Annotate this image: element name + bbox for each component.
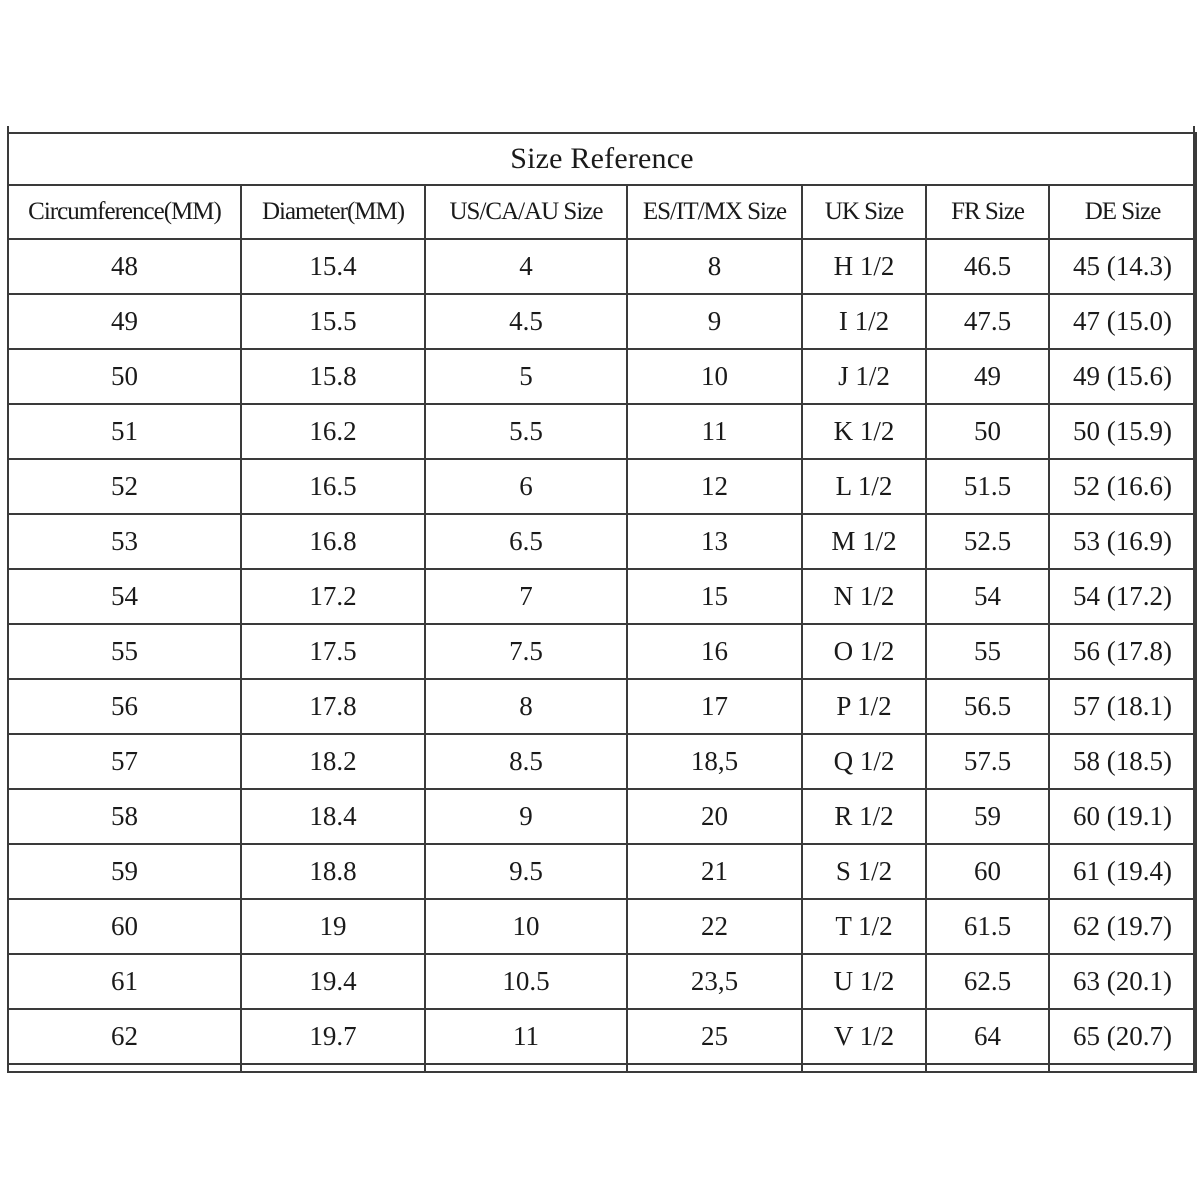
table-tail-cell bbox=[8, 1064, 241, 1072]
table-row bbox=[8, 734, 1196, 789]
column-header: Circumference(MM) bbox=[8, 185, 241, 239]
table-cell: 11 bbox=[425, 1009, 627, 1064]
size-reference-sheet bbox=[7, 132, 1195, 1073]
table-row bbox=[8, 954, 1196, 1009]
table-row bbox=[8, 349, 1196, 404]
table-cell: 61 (19.4) bbox=[1049, 844, 1196, 899]
table-cell: O 1/2 bbox=[802, 624, 926, 679]
table-cell: 63 (20.1) bbox=[1049, 954, 1196, 1009]
table-cell: 51 bbox=[8, 404, 241, 459]
table-tail-cell bbox=[802, 1064, 926, 1072]
table-row bbox=[8, 679, 1196, 734]
table-cell: 15 bbox=[627, 569, 802, 624]
table-cell: 17.8 bbox=[241, 679, 425, 734]
table-cell: 50 (15.9) bbox=[1049, 404, 1196, 459]
table-tail-cell bbox=[926, 1064, 1049, 1072]
table-cell: 55 bbox=[8, 624, 241, 679]
table-cell: 53 (16.9) bbox=[1049, 514, 1196, 569]
table-cell: 54 (17.2) bbox=[1049, 569, 1196, 624]
table-cell: H 1/2 bbox=[802, 239, 926, 294]
table-cell: 57 bbox=[8, 734, 241, 789]
table-cell: 49 bbox=[926, 349, 1049, 404]
column-header: US/CA/AU Size bbox=[425, 185, 627, 239]
table-cell: 18.2 bbox=[241, 734, 425, 789]
table-cell: R 1/2 bbox=[802, 789, 926, 844]
table-cell: U 1/2 bbox=[802, 954, 926, 1009]
table-cell: 20 bbox=[627, 789, 802, 844]
table-cell: 57 (18.1) bbox=[1049, 679, 1196, 734]
column-header: DE Size bbox=[1049, 185, 1196, 239]
table-cell: L 1/2 bbox=[802, 459, 926, 514]
table-row bbox=[8, 1009, 1196, 1064]
table-cell: 25 bbox=[627, 1009, 802, 1064]
table-cell: 6.5 bbox=[425, 514, 627, 569]
table-row bbox=[8, 459, 1196, 514]
table-cell: 56 (17.8) bbox=[1049, 624, 1196, 679]
table-cell: 52 (16.6) bbox=[1049, 459, 1196, 514]
table-row bbox=[8, 404, 1196, 459]
table-cell: 45 (14.3) bbox=[1049, 239, 1196, 294]
table-cell: T 1/2 bbox=[802, 899, 926, 954]
table-cell: 8.5 bbox=[425, 734, 627, 789]
table-cell: 49 bbox=[8, 294, 241, 349]
table-cell: 5 bbox=[425, 349, 627, 404]
table-row bbox=[8, 569, 1196, 624]
table-cell: 6 bbox=[425, 459, 627, 514]
table-cell: 23,5 bbox=[627, 954, 802, 1009]
table-cell: 50 bbox=[926, 404, 1049, 459]
table-cell: 64 bbox=[926, 1009, 1049, 1064]
table-header-row bbox=[8, 185, 1196, 239]
table-cell: 18.4 bbox=[241, 789, 425, 844]
table-cell: 22 bbox=[627, 899, 802, 954]
table-cell: 65 (20.7) bbox=[1049, 1009, 1196, 1064]
column-header: UK Size bbox=[802, 185, 926, 239]
table-row bbox=[8, 899, 1196, 954]
table-cell: 46.5 bbox=[926, 239, 1049, 294]
table-cell: 57.5 bbox=[926, 734, 1049, 789]
table-cell: 17 bbox=[627, 679, 802, 734]
table-cell: P 1/2 bbox=[802, 679, 926, 734]
table-cell: 11 bbox=[627, 404, 802, 459]
table-cell: 47.5 bbox=[926, 294, 1049, 349]
table-cell: 54 bbox=[8, 569, 241, 624]
table-cell: 15.4 bbox=[241, 239, 425, 294]
table-cell: 58 bbox=[8, 789, 241, 844]
table-cell: 17.5 bbox=[241, 624, 425, 679]
table-cell: 10 bbox=[425, 899, 627, 954]
table-cell: 19.4 bbox=[241, 954, 425, 1009]
table-cell: 7 bbox=[425, 569, 627, 624]
table-row bbox=[8, 789, 1196, 844]
table-cell: 47 (15.0) bbox=[1049, 294, 1196, 349]
table-cell: 58 (18.5) bbox=[1049, 734, 1196, 789]
table-cell: 15.5 bbox=[241, 294, 425, 349]
table-cell: V 1/2 bbox=[802, 1009, 926, 1064]
table-cell: 55 bbox=[926, 624, 1049, 679]
table-cell: 52 bbox=[8, 459, 241, 514]
table-tail-row bbox=[8, 1064, 1196, 1072]
table-cell: 56 bbox=[8, 679, 241, 734]
table-cell: 50 bbox=[8, 349, 241, 404]
table-title-row bbox=[8, 133, 1196, 185]
table-tail-cell bbox=[1049, 1064, 1196, 1072]
table-row bbox=[8, 294, 1196, 349]
table-cell: 62.5 bbox=[926, 954, 1049, 1009]
table-cell: Q 1/2 bbox=[802, 734, 926, 789]
table-cell: 59 bbox=[8, 844, 241, 899]
table-cell: 51.5 bbox=[926, 459, 1049, 514]
table-cell: 19 bbox=[241, 899, 425, 954]
table-cell: 4.5 bbox=[425, 294, 627, 349]
table-cell: 10 bbox=[627, 349, 802, 404]
table-cell: 9 bbox=[425, 789, 627, 844]
table-cell: 16.2 bbox=[241, 404, 425, 459]
table-title: Size Reference bbox=[8, 133, 1196, 185]
table-cell: 18.8 bbox=[241, 844, 425, 899]
table-cell: 62 bbox=[8, 1009, 241, 1064]
table-cell: 54 bbox=[926, 569, 1049, 624]
table-cell: 61 bbox=[8, 954, 241, 1009]
table-tail-cell bbox=[627, 1064, 802, 1072]
table-cell: 56.5 bbox=[926, 679, 1049, 734]
column-header: FR Size bbox=[926, 185, 1049, 239]
table-cell: 9.5 bbox=[425, 844, 627, 899]
table-cell: 16.5 bbox=[241, 459, 425, 514]
table-cell: 12 bbox=[627, 459, 802, 514]
column-header: Diameter(MM) bbox=[241, 185, 425, 239]
table-cell: I 1/2 bbox=[802, 294, 926, 349]
table-cell: 48 bbox=[8, 239, 241, 294]
table-cell: K 1/2 bbox=[802, 404, 926, 459]
table-cell: 60 bbox=[8, 899, 241, 954]
table-cell: 17.2 bbox=[241, 569, 425, 624]
table-cell: 61.5 bbox=[926, 899, 1049, 954]
table-row bbox=[8, 624, 1196, 679]
table-row bbox=[8, 844, 1196, 899]
size-reference-table bbox=[7, 132, 1197, 1073]
table-cell: 60 (19.1) bbox=[1049, 789, 1196, 844]
table-cell: 15.8 bbox=[241, 349, 425, 404]
table-row bbox=[8, 239, 1196, 294]
table-cell: 49 (15.6) bbox=[1049, 349, 1196, 404]
table-tail-cell bbox=[425, 1064, 627, 1072]
table-body bbox=[8, 239, 1196, 1072]
table-cell: 62 (19.7) bbox=[1049, 899, 1196, 954]
table-cell: 16 bbox=[627, 624, 802, 679]
column-header: ES/IT/MX Size bbox=[627, 185, 802, 239]
table-cell: 9 bbox=[627, 294, 802, 349]
table-cell: 53 bbox=[8, 514, 241, 569]
table-cell: S 1/2 bbox=[802, 844, 926, 899]
table-cell: 19.7 bbox=[241, 1009, 425, 1064]
table-cell: 8 bbox=[425, 679, 627, 734]
table-cell: 13 bbox=[627, 514, 802, 569]
table-cell: 5.5 bbox=[425, 404, 627, 459]
table-cell: 52.5 bbox=[926, 514, 1049, 569]
table-cell: 8 bbox=[627, 239, 802, 294]
table-cell: J 1/2 bbox=[802, 349, 926, 404]
table-cell: 7.5 bbox=[425, 624, 627, 679]
table-cell: 59 bbox=[926, 789, 1049, 844]
table-cell: 60 bbox=[926, 844, 1049, 899]
table-cell: N 1/2 bbox=[802, 569, 926, 624]
table-cell: 18,5 bbox=[627, 734, 802, 789]
table-cell: 21 bbox=[627, 844, 802, 899]
table-cell: 10.5 bbox=[425, 954, 627, 1009]
table-cell: 16.8 bbox=[241, 514, 425, 569]
table-row bbox=[8, 514, 1196, 569]
table-cell: 4 bbox=[425, 239, 627, 294]
table-cell: M 1/2 bbox=[802, 514, 926, 569]
table-tail-cell bbox=[241, 1064, 425, 1072]
